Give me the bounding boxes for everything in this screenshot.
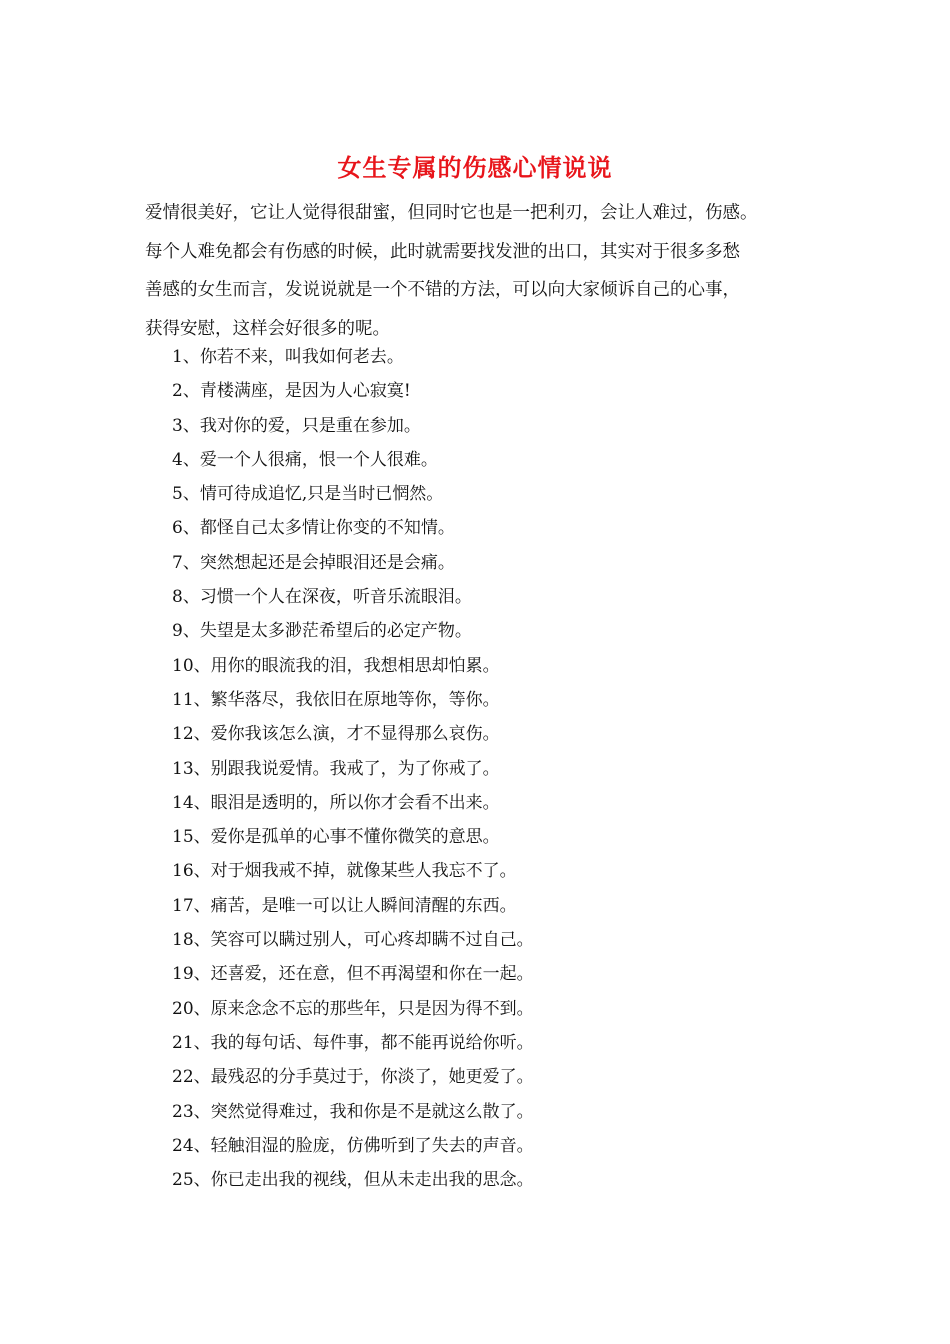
list-item: 20、原来念念不忘的那些年，只是因为得不到。	[172, 998, 534, 1019]
list-item: 7、突然想起还是会掉眼泪还是会痛。	[172, 552, 455, 573]
intro-line: 善感的女生而言，发说说就是一个不错的方法，可以向大家倾诉自己的心事，	[145, 280, 740, 300]
list-item: 23、突然觉得难过，我和你是不是就这么散了。	[172, 1101, 534, 1122]
list-item: 1、你若不来，叫我如何老去。	[172, 347, 404, 367]
list-item: 15、爱你是孤单的心事不懂你微笑的意思。	[172, 827, 500, 848]
list-item: 17、痛苦，是唯一可以让人瞬间清醒的东西。	[172, 895, 517, 916]
list-item: 11、繁华落尽，我依旧在原地等你，等你。	[172, 689, 500, 710]
list-item: 8、习惯一个人在深夜，听音乐流眼泪。	[172, 587, 472, 608]
intro-paragraph	[145, 194, 825, 348]
list-item: 5、情可待成追忆,只是当时已惘然。	[172, 484, 444, 505]
intro-line: 爱情很美好，它让人觉得很甜蜜，但同时它也是一把利刃，会让人难过，伤感。	[145, 203, 758, 223]
list-item: 10、用你的眼流我的泪，我想相思却怕累。	[172, 655, 500, 676]
list-item: 3、我对你的爱，只是重在参加。	[172, 415, 421, 436]
list-item: 16、对于烟我戒不掉，就像某些人我忘不了。	[172, 861, 517, 882]
list-item: 12、爱你我该怎么演，才不显得那么哀伤。	[172, 724, 500, 745]
intro-line: 每个人难免都会有伤感的时候，此时就需要找发泄的出口，其实对于很多多愁	[145, 241, 740, 262]
page-title: 女生专属的伤感心情说说	[337, 154, 613, 182]
list-item: 6、都怪自己太多情让你变的不知情。	[172, 518, 455, 539]
list-item: 18、笑容可以瞒过别人，可心疼却瞒不过自己。	[172, 930, 534, 951]
list-item: 24、轻触泪湿的脸庞，仿佛听到了失去的声音。	[172, 1135, 534, 1156]
list-item: 19、还喜爱，还在意，但不再渴望和你在一起。	[172, 964, 534, 985]
intro-line: 获得安慰，这样会好很多的呢。	[145, 318, 390, 339]
list-item: 25、你已走出我的视线，但从未走出我的思念。	[172, 1170, 534, 1191]
list-item: 14、眼泪是透明的，所以你才会看不出来。	[172, 792, 500, 813]
list-item: 21、我的每句话、每件事，都不能再说给你听。	[172, 1032, 534, 1053]
list-item: 22、最残忍的分手莫过于，你淡了，她更爱了。	[172, 1067, 534, 1088]
quote-list	[172, 340, 812, 1197]
list-item: 13、别跟我说爱情。我戒了，为了你戒了。	[172, 758, 500, 779]
list-item: 2、青楼满座，是因为人心寂寞!	[172, 381, 411, 402]
list-item: 4、爱一个人很痛，恨一个人很难。	[172, 449, 438, 470]
list-item: 9、失望是太多渺茫希望后的必定产物。	[172, 621, 472, 642]
